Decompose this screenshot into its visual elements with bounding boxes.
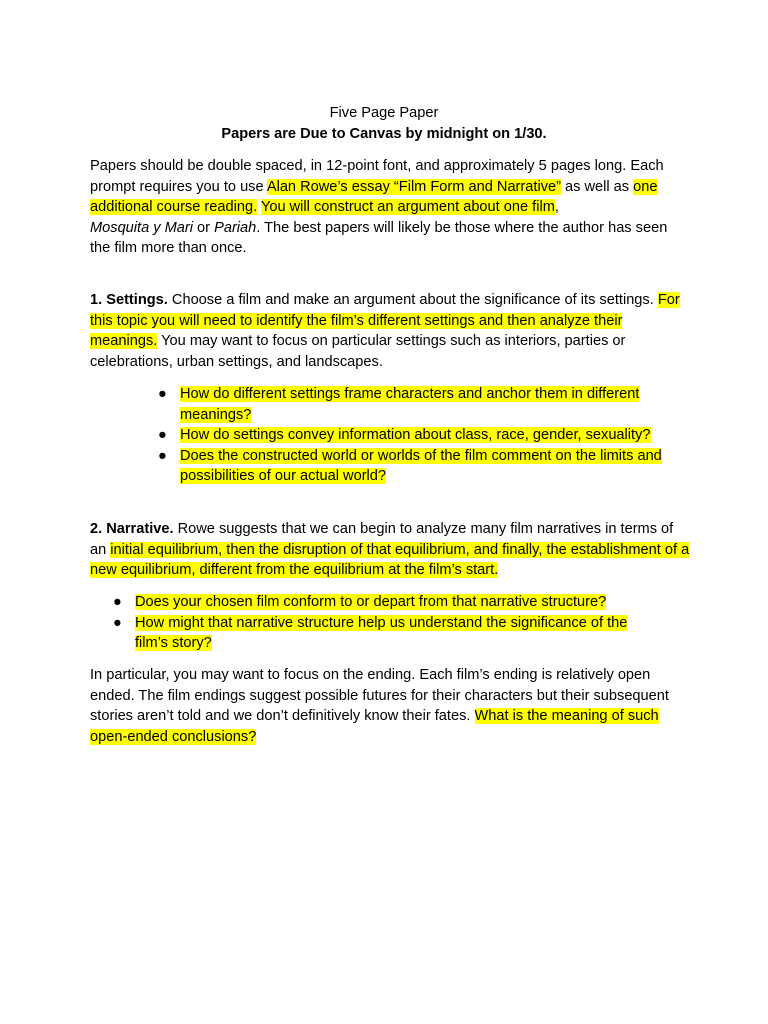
highlight-equilibrium: initial equilibrium, then the disruption of that equilibrium, and finally, the establishment of a new equilibrium, different from the equilibrium at the film’s start. (90, 541, 690, 579)
list-item: ● How do settings convey information about class, race, gender, sexuality? (158, 425, 668, 446)
narrative-heading: 2. Narrative. (90, 521, 174, 537)
settings-heading: 1. Settings. (90, 292, 168, 308)
list-item: ● How might that narrative structure help us understand the significance of the film’s story? (113, 614, 628, 652)
highlight-argument: You will construct an argument about one film (260, 199, 555, 216)
list-item: ● Does the constructed world or worlds of the film comment on the limits and possibilities of our actual world? (158, 447, 662, 485)
list-item: ● Does your chosen film conform to or depart from that narrative structure? (113, 592, 653, 613)
bullet-icon: ● (113, 594, 122, 610)
list-item: ● How do different settings frame characters and anchor them in different meanings? (158, 386, 640, 423)
bullet-icon: ● (113, 614, 122, 631)
narrative-paragraph: 2. Narrative. Rowe suggests that we can begin to analyze many film narratives in terms of an initial equilibrium, then the disruption of that equilibrium, and finally, the establishment of a new equilibrium, different from the equilibrium at the film’s start. (90, 521, 690, 579)
narrative-bullet-list (113, 592, 653, 654)
film-title: Mosquita y Mari (90, 219, 193, 236)
highlight-open-ended: What is the meaning of such open-ended conclusions? (90, 708, 659, 745)
bullet-icon: ● (158, 447, 167, 464)
settings-paragraph: 1. Settings. Choose a film and make an argument about the significance of its settings. For this topic you will need to identify the film’s different settings and then analyze their meanings. You may want to focus on particular settings such as interiors, parties or celebrations, urban settings, and landscapes. (90, 292, 680, 370)
ending-paragraph: In particular, you may want to focus on the ending. Each film’s ending is relatively open ended. The film endings suggest possible futures for their characters but their subsequent stories aren’t told and we don’t definitively know their fates. What is the meaning of such open-ended conclusions? (90, 667, 669, 745)
document-subtitle: Papers are Due to Canvas by midnight on 1/30. (221, 126, 547, 142)
bullet-icon: ● (158, 386, 167, 402)
intro-paragraph: Papers should be double spaced, in 12-point font, and approximately 5 pages long. Each prompt requires you to use Alan Rowe’s essay “Film Form and Narrative” as well as one additional course reading. You will construct an argument about one film, Mosquita y Mari or Pariah. The best papers will likely be those where the author has seen the film more than once. (90, 158, 668, 257)
film-title: Pariah (214, 219, 257, 236)
highlight-additional-reading: one additional course reading. (90, 178, 658, 216)
document-title: Five Page Paper (329, 105, 439, 121)
settings-bullet-list (158, 384, 668, 487)
highlight-rowe-essay: Alan Rowe’s essay “Film Form and Narrative” (266, 178, 561, 195)
bullet-icon: ● (158, 427, 167, 444)
highlight-settings-task: For this topic you will need to identify the film’s different settings and then analyze their meanings. (90, 292, 680, 350)
